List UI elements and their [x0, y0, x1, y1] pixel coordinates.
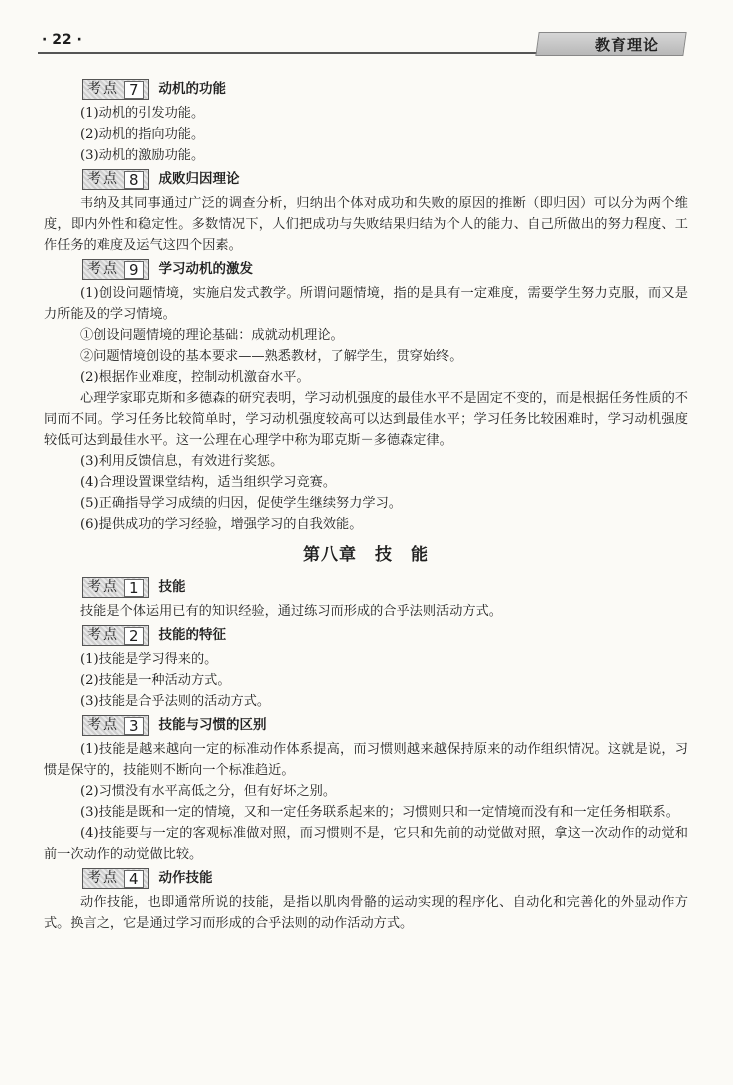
list-item: (2)技能是一种活动方式。	[80, 673, 231, 688]
page-header	[0, 28, 733, 64]
paragraph: ①创设问题情境的理论基础：成就动机理论。	[80, 328, 344, 343]
section-title: 动作技能	[158, 870, 213, 886]
paragraph: (4)合理设置课堂结构，适当组织学习竞赛。	[80, 475, 337, 490]
paragraph: (4)技能要与一定的客观标准做对照，而习惯则不是，它只和先前的动觉做对照，拿这一次动作的动觉和前一次动作的动觉做比较。	[44, 826, 688, 862]
chapter-title: 第八章 技 能	[303, 545, 429, 565]
kaodian-label: 考点	[87, 171, 119, 187]
section-heading-c1	[82, 576, 688, 599]
paragraph: (2)根据作业难度，控制动机激奋水平。	[80, 370, 310, 385]
paragraph: 心理学家耶克斯和多德森的研究表明，学习动机强度的最佳水平不是固定不变的，而是根据任务性质的不同而不同。学习任务比较简单时，学习动机强度较高可以达到最佳水平；学习任务比较困难时，学习动机强度较低可达到最佳水平。这一公理在心理学中称为耶克斯－多德森定律。	[44, 391, 688, 448]
kaodian-number: 8	[124, 171, 144, 189]
kaodian-number: 9	[124, 261, 144, 279]
paragraph: 韦纳及其同事通过广泛的调查分析，归纳出个体对成功和失败的原因的推断（即归因）可以分为两个维度，即内外性和稳定性。多数情况下，人们把成功与失败结果归结为个人的能力、自己所做出的努力程度、工作任务的难度及运气这四个因素。	[44, 196, 688, 253]
paragraph: 技能是个体运用已有的知识经验，通过练习而形成的合乎法则活动方式。	[80, 604, 502, 619]
kaodian-label: 考点	[87, 579, 119, 595]
paragraph: (2)习惯没有水平高低之分，但有好坏之别。	[80, 784, 337, 799]
kaodian-number: 4	[124, 870, 144, 888]
kaodian-label: 考点	[87, 627, 119, 643]
paragraph: (5)正确指导学习成绩的归因，促使学生继续努力学习。	[80, 496, 402, 511]
list-item: (2)动机的指向功能。	[80, 127, 205, 142]
page-number: · 22 ·	[42, 32, 82, 48]
kaodian-badge	[82, 868, 149, 889]
list-item: (1)技能是学习得来的。	[80, 652, 218, 667]
kaodian-label: 考点	[87, 717, 119, 733]
section-heading-c4	[82, 867, 688, 890]
section-heading-c2	[82, 624, 688, 647]
section-title: 技能与习惯的区别	[158, 717, 267, 733]
kaodian-label: 考点	[87, 81, 119, 97]
paragraph: ②问题情境创设的基本要求——熟悉教材，了解学生，贯穿始终。	[80, 349, 463, 364]
kaodian-badge	[82, 79, 149, 100]
kaodian-badge	[82, 715, 149, 736]
kaodian-badge	[82, 577, 149, 598]
kaodian-number: 1	[124, 579, 144, 597]
section-title: 动机的功能	[158, 81, 227, 97]
section-title: 学习动机的激发	[158, 261, 254, 277]
kaodian-label: 考点	[87, 870, 119, 886]
section-heading-8	[82, 168, 688, 191]
list-item: (1)动机的引发功能。	[80, 106, 205, 121]
kaodian-number: 2	[124, 627, 144, 645]
kaodian-number: 7	[124, 81, 144, 99]
paragraph: (3)技能是既和一定的情境，又和一定任务联系起来的；习惯则只和一定情境而没有和一定任务相联系。	[80, 805, 679, 820]
paragraph: (1)技能是越来越向一定的标准动作体系提高，而习惯则越来越保持原来的动作组织情况。这就是说，习惯是保守的，技能则不断向一个标准趋近。	[44, 742, 688, 778]
paragraph: (1)创设问题情境，实施启发式教学。所谓问题情境，指的是具有一定难度，需要学生努力克服，而又是力所能及的学习情境。	[44, 286, 688, 322]
section-heading-9	[82, 258, 688, 281]
book-title: 教育理论	[594, 36, 659, 54]
kaodian-number: 3	[124, 717, 144, 735]
section-title: 技能的特征	[158, 627, 227, 643]
paragraph: 动作技能，也即通常所说的技能，是指以肌肉骨骼的运动实现的程序化、自动化和完善化的外显动作方式。换言之，它是通过学习而形成的合乎法则的动作活动方式。	[44, 895, 688, 931]
kaodian-badge	[82, 259, 149, 280]
section-heading-7	[82, 78, 688, 101]
list-item: (3)动机的激励功能。	[80, 148, 205, 163]
section-title: 技能	[158, 579, 186, 595]
kaodian-label: 考点	[87, 261, 119, 277]
paragraph: (3)利用反馈信息，有效进行奖惩。	[80, 454, 284, 469]
kaodian-badge	[82, 625, 149, 646]
paragraph: (6)提供成功的学习经验，增强学习的自我效能。	[80, 517, 363, 532]
section-title: 成败归因理论	[158, 171, 240, 187]
list-item: (3)技能是合乎法则的活动方式。	[80, 694, 271, 709]
kaodian-badge	[82, 169, 149, 190]
page-content	[44, 76, 688, 934]
section-heading-c3	[82, 714, 688, 737]
